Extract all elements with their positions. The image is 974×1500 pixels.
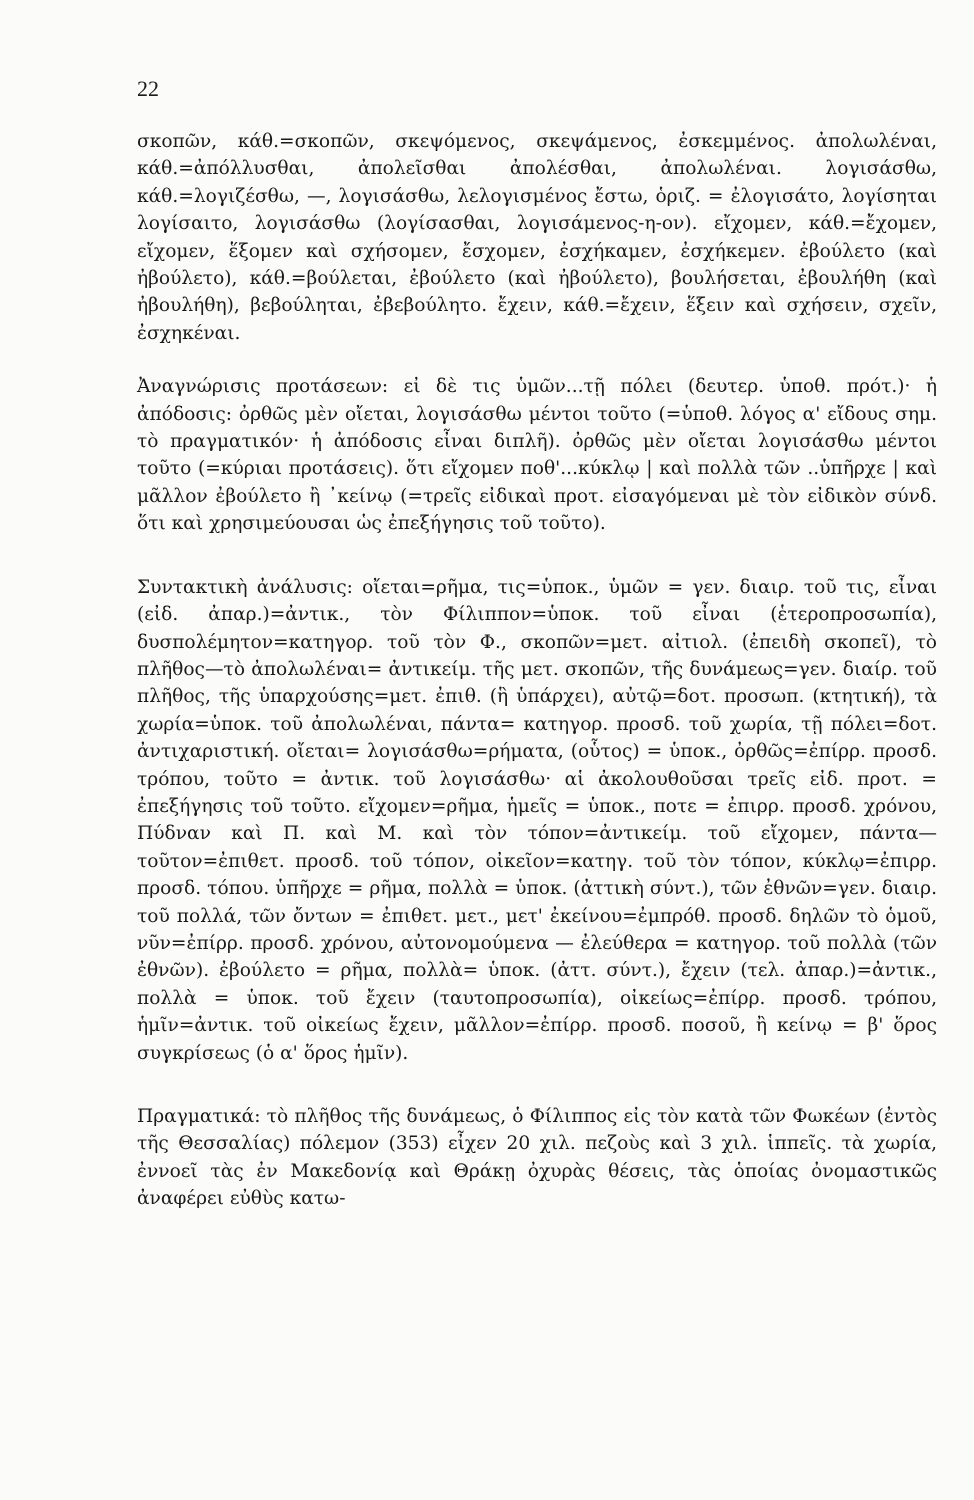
paragraph-realia: Πραγματικά: τὸ πλῆθος τῆς δυνάμεως, ὁ Φίλιππος εἰς τὸν κατὰ τῶν Φωκέων (ἐντὸς τῆς Θεσσαλίας) πόλεμον (353) εἶχεν 20 χιλ. πεζοὺς καὶ 3 χιλ. ἱππεῖς. τὰ χωρία, ἐννοεῖ τὰς ἐν Μακεδονίᾳ καὶ Θράκῃ ὀχυρὰς θέσεις, τὰς ὁποίας ὀνομαστικῶς ἀναφέρει εὐθὺς κατω- bbox=[137, 1106, 937, 1210]
page-number: 22 bbox=[137, 76, 159, 101]
paragraph-clause-recognition: Ἀναγνώρισις προτάσεων: εἰ δὲ τις ὑμῶν...τῇ πόλει (δευτερ. ὑποθ. πρότ.)· ἡ ἀπόδοσις: ὀρθῶς μὲν οἴεται, λογισάσθω μέντοι τοῦτο (=ὑποθ. λόγος α' εἴδους σημ. τὸ πραγματικόν· ἡ ἀπόδοσις εἶναι διπλῆ). ὀρθῶς μὲν οἴεται λογισάσθω μέντοι τοῦτο (=κύριαι προτάσεις). ὅτι εἴχομεν ποθ'...κύκλῳ | καὶ πολλὰ τῶν ..ὑπῆρχε | καὶ μᾶλλον ἐβούλετο ἢ ᾽κείνῳ (=τρεῖς εἰδικαὶ προτ. εἰσαγόμεναι μὲ τὸν εἰδικὸν σύνδ. ὅτι καὶ χρησιμεύουσαι ὡς ἐπεξήγησις τοῦ τοῦτο). bbox=[137, 376, 937, 535]
paragraph-vocabulary: σκοπῶν, κάθ.=σκοπῶν, σκεψόμενος, σκεψάμενος, ἐσκεμμένος. ἀπολωλέναι, κάθ.=ἀπόλλυσθαι, ἀπολεῖσθαι ἀπολέσθαι, ἀπολωλέναι. λογισάσθω, κάθ.=λογιζέσθω, —, λογισάσθω, λελογισμένος ἔστω, ὁριζ. = ἐλογισάτο, λογίσηται λογίσαιτο, λογισάσθω (λογίσασθαι, λογισάμενος-η-ον). εἴχομεν, κάθ.=ἔχομεν, εἴχομεν, ἕξομεν καὶ σχήσομεν, ἔσχομεν, ἐσχήκαμεν, ἐσχήκεμεν. ἐβούλετο (καὶ ἠβούλετο), κάθ.=βούλεται, ἐβούλετο (καὶ ἠβούλετο), βουλήσεται, ἐβουλήθη (καὶ ἠβουλήθη), βεβούληται, ἐβεβούλητο. ἔχειν, κάθ.=ἔχειν, ἕξειν καὶ σχήσειν, σχεῖν, ἐσχηκέναι. bbox=[137, 131, 937, 344]
page-body bbox=[137, 128, 937, 1213]
paragraph-syntactic-analysis: Συντακτικὴ ἀνάλυσις: οἴεται=ρῆμα, τις=ὑποκ., ὑμῶν = γεν. διαιρ. τοῦ τις, εἶναι (εἰδ. ἀπαρ.)=ἀντικ., τὸν Φίλιππον=ὑποκ. τοῦ εἶναι (ἑτεροπροσωπία), δυσπολέμητον=κατηγορ. τοῦ τὸν Φ., σκοπῶν=μετ. αἰτιολ. (ἐπειδὴ σκοπεῖ), τὸ πλῆθος—τὸ ἀπολωλέναι= ἀντικείμ. τῆς μετ. σκοπῶν, τῆς δυνάμεως=γεν. διαίρ. τοῦ πλῆθος, τῆς ὑπαρχούσης=μετ. ἐπιθ. (ἣ ὑπάρχει), αὐτῷ=δοτ. προσωπ. (κτητική), τὰ χωρία=ὑποκ. τοῦ ἀπολωλέναι, πάντα= κατηγορ. προσδ. τοῦ χωρία, τῇ πόλει=δοτ. ἀντιχαριστική. οἴεται= λογισάσθω=ρήματα, (οὗτος) = ὑποκ., ὀρθῶς=ἐπίρρ. προσδ. τρόπου, τοῦτο = ἀντικ. τοῦ λογισάσθω· αἱ ἀκολουθοῦσαι τρεῖς εἰδ. προτ. = ἐπεξήγησις τοῦ τοῦτο. εἴχομεν=ρῆμα, ἡμεῖς = ὑποκ., ποτε = ἐπιρρ. προσδ. χρόνου, Πύδναν καὶ Π. καὶ Μ. καὶ τὸν τόπον=ἀντικείμ. τοῦ εἴχομεν, πάντα—τοῦτον=ἐπιθετ. προσδ. τοῦ τόπον, οἰκεῖον=κατηγ. τοῦ τὸν τόπον, κύκλῳ=ἐπιρρ. προσδ. τόπου. ὑπῆρχε = ρῆμα, πολλὰ = ὑποκ. (ἀττικὴ σύντ.), τῶν ἐθνῶν=γεν. διαιρ. τοῦ πολλά, τῶν ὄντων = ἐπιθετ. μετ., μετ' ἐκείνου=ἐμπρόθ. προσδ. δηλῶν τὸ ὁμοῦ, νῦν=ἐπίρρ. προσδ. χρόνου, αὐτονομούμενα — ἐλεύθερα = κατηγορ. τοῦ πολλὰ (τῶν ἐθνῶν). ἐβούλετο = ρῆμα, πολλὰ= ὑποκ. (ἀττ. σύντ.), ἔχειν (τελ. ἀπαρ.)=ἀντικ., πολλὰ = ὑποκ. τοῦ ἔχειν (ταυτοπροσωπία), οἰκείως=ἐπίρρ. προσδ. τρόπου, ἡμῖν=ἀντικ. τοῦ οἰκείως ἔχειν, μᾶλλον=ἐπίρρ. προσδ. ποσοῦ, ἢ κείνῳ = β' ὅρος συγκρίσεως (ὁ α' ὅρος ἡμῖν). bbox=[137, 576, 937, 1064]
